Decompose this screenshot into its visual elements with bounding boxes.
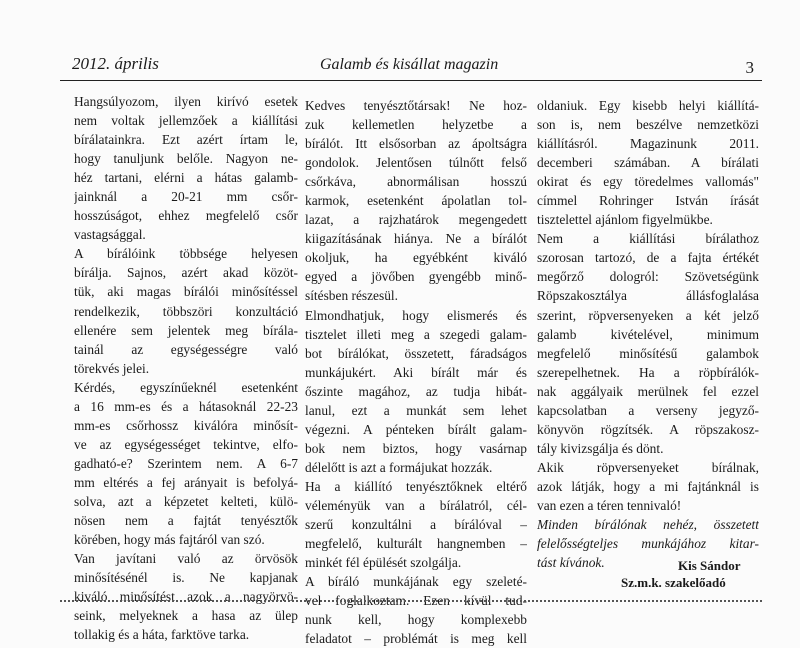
text-line: feladatot – problémát is meg kell (305, 631, 527, 647)
text-line: Kérdés, egyszínűeknél esetenként (74, 379, 298, 395)
text-line: szerű konzultálni a bírálóval – (305, 517, 527, 533)
text-line: okoljuk, ha egyébként kiváló (305, 250, 527, 266)
text-line: bírálatainkra. Ezt azért írtam le, (74, 132, 298, 148)
text-line: azok látják, hogy a mi fajtánknál is (537, 478, 759, 494)
text-line: Ha a kiállító tenyésztőknek eltérő (305, 478, 527, 494)
text-line: megőrző dologról: Szövetségünk (537, 269, 759, 285)
text-line: kiállításról. Magazinunk 2011. (537, 136, 759, 152)
text-line: nunk kell, hogy komplexebb (305, 612, 527, 628)
text-line: bírálót. Itt elsősorban az ápoltságra (305, 136, 527, 152)
text-line: ve az egységességet tekintve, elfo- (74, 436, 298, 452)
text-line: vel foglalkoztam. Ezen kívül tud- (305, 593, 527, 609)
text-line: kapcsolatban a verseny jegyző- (537, 402, 759, 418)
text-line: gadható-e? Szerintem nem. A 6-7 (74, 455, 298, 471)
text-line: seink, melyeknek a hasa az ülep (74, 608, 298, 624)
text-line: okirat és egy töredelmes vallomás" (537, 174, 759, 190)
text-line: van ezen a téren tennivaló! (537, 497, 682, 513)
text-line: törekvés jelei. (74, 360, 150, 376)
text-line: tollakig és a háta, farktöve tarka. (74, 627, 250, 643)
text-line: bot bírálókat, összetett, fáradságos (305, 345, 527, 361)
issue-date: 2012. április (72, 54, 159, 73)
text-line: szerint, röpversenyeken a két jelző (537, 307, 759, 323)
closing-italic-line: tást kívánok. (537, 555, 605, 571)
text-line: A bírálóink többsége helyesen (74, 246, 298, 262)
text-line: decemberi számában. A bírálati (537, 155, 759, 171)
text-line: galamb kivételével, minimum (537, 326, 759, 342)
text-line: hogy tanuljunk belőle. Nagyon ne- (74, 151, 298, 167)
text-line: nem voltak jellemzőek a kiállítási (74, 113, 298, 129)
footer-divider (60, 600, 762, 602)
text-line: kiváló minősítést azok a nagyörvö- (74, 589, 298, 605)
text-line: a 16 mm-es és a hátasoknál 22-23 (74, 398, 298, 414)
text-line: megfelelő minősítésű galambok (537, 345, 759, 361)
text-line: sítésben részesül. (305, 288, 398, 304)
text-line: mm-es csőrhossz kiválóra minősít- (74, 417, 298, 433)
closing-italic-line: felelősségteljes munkájához kitar- (537, 536, 759, 552)
text-line: Van javítani való az örvösök (74, 551, 298, 567)
text-line: lanul, ezt a munkát sem lehet (305, 402, 527, 418)
header-divider (60, 80, 762, 81)
text-line: héz tartani, elérni a hátas galamb- (74, 170, 298, 186)
text-line: son is, nem beszélve nemzetközi (537, 117, 759, 133)
text-line: délelőtt is azt a formájukat hozzák. (305, 459, 493, 475)
closing-italic-line: Minden bírálónak nehéz, összetett (537, 517, 759, 533)
text-line: jainknál a 20-21 mm csőr- (74, 189, 298, 205)
text-line: ellenére sem jelentek meg bírála- (74, 322, 298, 338)
text-line: solva, azt a képzetet kelteti, külö- (74, 493, 298, 509)
text-line: nösen nem a fajtát tenyésztők (74, 513, 298, 529)
text-line: oldaniuk. Egy kisebb helyi kiállítá- (537, 98, 759, 113)
text-line: nak aggályaik merülnek fel ezzel (537, 383, 759, 399)
text-column-3 (537, 96, 759, 572)
text-line: Akik röpversenyeket bírálnak, (537, 459, 759, 475)
text-line: minkét fél épülését szolgálja. (305, 555, 462, 571)
text-line: megfelelő, kulturált hangnemben – (305, 536, 527, 552)
text-line: véleményük van a bírálatról, cél- (305, 497, 527, 513)
text-line: karmok, esetenként ápolatlan tol- (305, 193, 527, 209)
text-line: gondolok. Jelentősen túlnőtt felső (305, 155, 527, 171)
text-line: őszinte magához, az tudja hibát- (305, 383, 527, 399)
text-line: munkájukért. Aki bírált már és (305, 364, 527, 380)
text-line: Röpszakosztálya állásfoglalása (537, 288, 759, 304)
author-role: Sz.m.k. szakelőadó (621, 575, 726, 590)
text-line: bok nem biztos, hogy vasárnap (305, 440, 527, 456)
text-line: zuk kellemetlen helyzetbe a (305, 117, 527, 133)
text-line: körében, hogy más fajtáról van szó. (74, 532, 265, 548)
author-name: Kis Sándor (678, 558, 741, 573)
page-number: 3 (745, 58, 754, 77)
text-line: bírálja. Sajnos, azért akad közöt- (74, 265, 298, 281)
text-line: tisztelet illeti meg a szegedi galam- (305, 326, 527, 342)
text-line: kiigazításának hiánya. Ne a bírálót (305, 231, 527, 247)
page-header (68, 50, 758, 80)
text-line: Kedves tenyésztőtársak! Ne hoz- (305, 98, 527, 113)
text-line: lazat, a rajzhatárok megengedett (305, 212, 527, 228)
text-line: A bíráló munkájának egy szeleté- (305, 574, 527, 590)
text-line: könyvön rögzítsék. A röpszakosz- (537, 421, 759, 437)
text-line: hosszúságot, ehhez megfelelő csőr (74, 208, 298, 224)
text-line: címmel Rohringer István írását (537, 193, 759, 209)
text-line: tainál az egységességre való (74, 341, 298, 357)
text-column-2 (305, 96, 527, 648)
text-line: tük, aki magas bírálói minősítéssel (74, 284, 298, 300)
text-line: egyed a jövőben gyengébb minő- (305, 269, 527, 285)
text-line: tály kivizsgálja és dönt. (537, 440, 664, 456)
text-line: minősítésénél is. Ne kapjanak (74, 570, 298, 586)
text-line: Nem a kiállítási bírálathoz (537, 231, 759, 247)
text-line: szorosan tartozó, de a fajta értékét (537, 250, 759, 266)
text-line: rendelkezik, többszöri konzultáció (74, 303, 298, 319)
text-line: tisztelettel ajánlom figyelmükbe. (537, 212, 713, 228)
magazine-title: Galamb és kisállat magazin (320, 56, 499, 73)
text-column-1 (74, 92, 298, 644)
text-line: Hangsúlyozom, ilyen kirívó esetek (74, 94, 298, 109)
text-line: végezni. A pénteken bírált galam- (305, 421, 527, 437)
text-line: Elmondhatjuk, hogy elismerés és (305, 307, 527, 323)
text-line: mm eltérés a fej arányait is befolyá- (74, 474, 298, 490)
text-line: csőrkáva, abnormálisan hosszú (305, 174, 527, 190)
text-line: vastagsággal. (74, 227, 146, 243)
text-line: szerepelhetnek. Ha a röpbírálók- (537, 364, 759, 380)
